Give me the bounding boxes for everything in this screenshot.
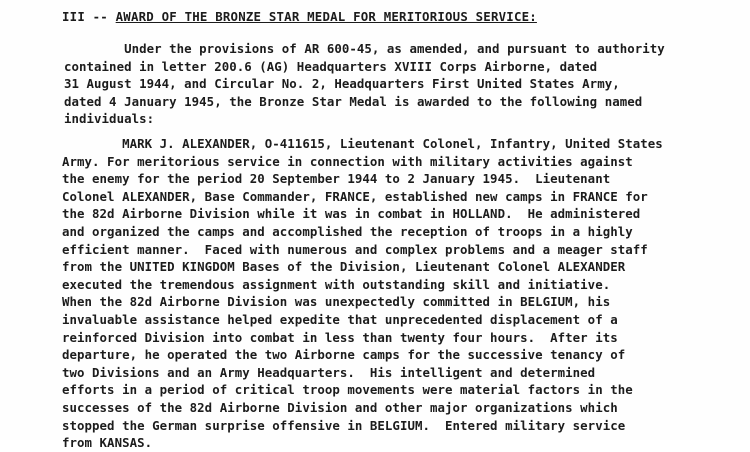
text-line: executed the tremendous assignment with outstanding skill and initiative. <box>62 276 611 292</box>
text-line: from the UNITED KINGDOM Bases of the Division, Lieutenant Colonel ALEXANDER <box>62 259 626 275</box>
text-line: and organized the camps and accomplished the reception of troops in a highly <box>62 223 633 239</box>
text-line: When the 82d Airborne Division was unexpectedly committed in BELGIUM, his <box>62 294 611 310</box>
text-line: invaluable assistance helped expedite that unprecedented displacement of a <box>62 311 618 327</box>
text-line: Army. For meritorious service in connection with military activities against <box>62 153 633 169</box>
text-line: two Divisions and an Army Headquarters. His intelligent and determined <box>62 364 596 380</box>
text-line: the enemy for the period 20 September 1944 to 2 January 1945. Lieutenant <box>62 171 611 187</box>
text-line: efforts in a period of critical troop movements were material factors in the <box>62 382 633 398</box>
text-line: successes of the 82d Airborne Division and other major organizations which <box>62 399 618 415</box>
text-line: Under the provisions of AR 600-45, as amended, and pursuant to authority <box>64 41 665 56</box>
text-line: the 82d Airborne Division while it was in combat in HOLLAND. He administered <box>62 206 641 222</box>
intro-paragraph <box>64 40 665 128</box>
text-line: departure, he operated the two Airborne camps for the successive tenancy of <box>62 347 626 363</box>
text-line: MARK J. ALEXANDER, O-411615, Lieutenant Colonel, Infantry, United States <box>62 136 663 151</box>
section-number: III -- <box>62 9 108 24</box>
text-line: Colonel ALEXANDER, Base Commander, FRANCE, established new camps in FRANCE for <box>62 188 648 204</box>
text-line: dated 4 January 1945, the Bronze Star Medal is awarded to the following named <box>64 93 643 109</box>
citation-paragraph <box>62 135 663 452</box>
text-line: from KANSAS. <box>62 435 153 451</box>
text-line: 31 August 1944, and Circular No. 2, Headquarters First United States Army, <box>64 76 620 92</box>
text-line: efficient manner. Faced with numerous and complex problems and a meager staff <box>62 241 648 257</box>
text-line: stopped the German surprise offensive in BELGIUM. Entered military service <box>62 417 626 433</box>
section-heading <box>62 9 537 24</box>
section-title: AWARD OF THE BRONZE STAR MEDAL FOR MERITORIOUS SERVICE: <box>115 9 537 24</box>
text-line: individuals: <box>64 111 155 127</box>
text-line: reinforced Division into combat in less than twenty four hours. After its <box>62 329 618 345</box>
text-line: contained in letter 200.6 (AG) Headquarters XVIII Corps Airborne, dated <box>64 58 598 74</box>
